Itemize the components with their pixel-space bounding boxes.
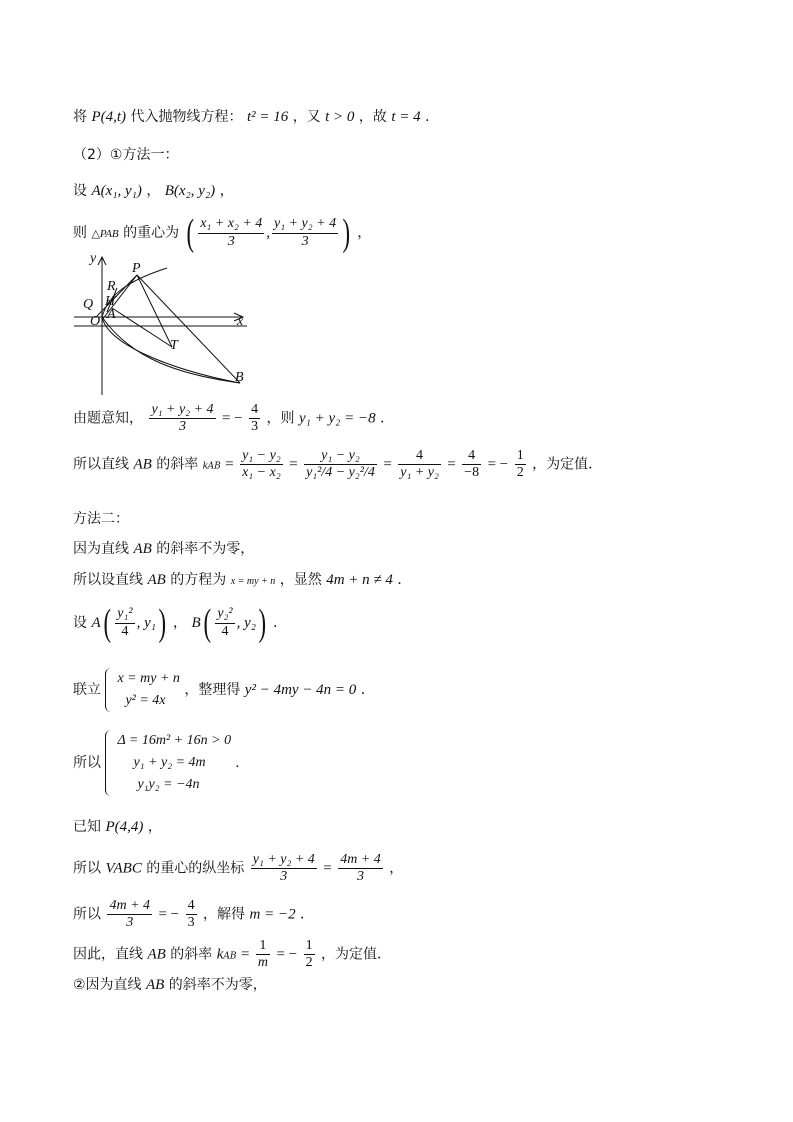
text: 的斜率不为零， [168, 977, 267, 993]
math: x = my + n [230, 576, 276, 587]
numerator: y₁² [115, 606, 134, 623]
text: ②因为直线 [73, 977, 142, 993]
line-11 [73, 668, 375, 712]
math: k [202, 459, 208, 472]
line-16: 因此，直线 AB 的斜率 kAB = $\frac{1}{m}$ = − $\frac{1}{2}$ ，为定值． [73, 938, 392, 971]
fraction [149, 402, 215, 435]
text: ，为定值． [321, 946, 392, 963]
numerator: y₁ + y₂ + 4 [251, 852, 317, 869]
math: △PAB [91, 228, 119, 240]
math: t > 0 [325, 109, 355, 125]
text: ，显然 [279, 572, 322, 588]
line-7: 方法二： [73, 511, 129, 527]
numerator: y₂² [215, 606, 234, 623]
text: ，为定值． [532, 456, 603, 473]
text: ，整理得 [184, 682, 241, 698]
text: 的斜率 [170, 946, 213, 963]
text: ，故 [358, 109, 387, 125]
text: ． [397, 572, 412, 588]
right-paren: ) [258, 602, 267, 644]
math: P(4,t) [91, 109, 127, 125]
line-5 [73, 402, 394, 435]
label-r: R [107, 279, 116, 294]
denominator: x₁ − x₂ [242, 465, 281, 481]
parabola-figure [72, 250, 262, 400]
fraction [251, 852, 317, 885]
label-o: O [90, 314, 101, 329]
text: 联立 [73, 682, 101, 698]
math: P(4,4) [105, 819, 144, 835]
fraction [304, 448, 377, 481]
line-4 [73, 214, 371, 252]
numerator: 1 [515, 448, 526, 465]
text: ． [273, 615, 288, 631]
equation: y² = 4x [125, 693, 166, 708]
denominator: 2 [516, 465, 524, 481]
left-paren: ( [203, 602, 211, 644]
equation-system [105, 730, 231, 796]
text: ，则 [266, 410, 295, 427]
text: 已知 [73, 819, 101, 835]
brace [105, 730, 114, 796]
numerator: 4 [249, 402, 260, 419]
fraction [240, 448, 283, 481]
text: 因为直线 [73, 541, 129, 557]
math: . [235, 755, 240, 771]
numerator: 1 [304, 938, 315, 955]
text: 的斜率 [156, 456, 199, 473]
numerator: 4 [462, 448, 481, 465]
math: VABC [105, 860, 142, 877]
text: ， [146, 183, 161, 199]
text: 所以设直线 [73, 572, 143, 588]
numerator: y₁ − y₂ [304, 448, 377, 465]
label-x: x [237, 314, 244, 329]
math: y² − 4my − 4n = 0 [244, 682, 357, 698]
segment-pq [97, 275, 137, 316]
fraction [186, 898, 197, 931]
denominator: −8 [464, 465, 480, 481]
text: ， [389, 860, 404, 877]
fraction [107, 898, 152, 931]
text: 的斜率不为零， [156, 541, 255, 557]
denominator: 2 [305, 955, 313, 971]
fraction [272, 216, 338, 249]
denominator: 3 [356, 869, 364, 885]
text: ，又 [292, 109, 321, 125]
label-b: B [235, 370, 244, 385]
text: ， [147, 819, 162, 835]
line-3 [73, 184, 234, 199]
line-17 [73, 978, 267, 993]
text: ， [173, 615, 188, 631]
math-subscript: AB [223, 951, 237, 962]
math: AB [147, 572, 166, 588]
right-paren: ) [158, 602, 167, 644]
math: , y₂ [236, 615, 256, 631]
text: ， [219, 183, 234, 199]
math: A(x₁, y₁) [91, 183, 142, 199]
denominator: y₁ + y₂ [400, 465, 439, 481]
text: ． [360, 682, 375, 698]
math: 4m + n ≠ 4 [326, 572, 393, 588]
denominator: y₁²/4 − y₂²/4 [306, 465, 375, 481]
right-paren: ) [342, 212, 351, 254]
numerator: 1 [256, 938, 270, 955]
numerator: y₁ + y₂ + 4 [149, 402, 215, 419]
text: 将 [73, 109, 87, 125]
line-12 [73, 730, 239, 796]
numerator: 4m + 4 [107, 898, 152, 915]
text: ． [300, 906, 315, 923]
fraction [215, 606, 234, 639]
text: 所以 [73, 906, 101, 923]
label-h: H [105, 294, 116, 309]
line-6: 所以直线 AB 的斜率 kAB = $\frac{\text{y₁ − y₂}}{\text{x₁ − x₂}}$ = $\frac{\text{y₁ − y₂}}{\text{y₁²/4 − y₂²/4}}$ = $\frac{4}{\text{y₁ + y₂}}$ = $\frac{4}{-8}$ = − $\frac{1}{2}$ ，为定值． [73, 448, 603, 481]
text: ，解得 [203, 906, 246, 923]
fraction [398, 448, 441, 481]
line-9 [73, 573, 411, 588]
fraction [338, 852, 383, 885]
line-1 [73, 110, 439, 125]
denominator: 3 [227, 233, 235, 249]
math: AB [147, 946, 166, 963]
text: 的重心为 [123, 225, 180, 241]
math: y₁ + y₂ = −8 [299, 410, 376, 427]
fraction [115, 606, 134, 639]
fraction [256, 938, 270, 971]
text: 设 [73, 183, 87, 199]
denominator: 3 [178, 419, 186, 435]
label-a: A [107, 307, 116, 322]
denominator: 3 [280, 869, 288, 885]
text: ． [425, 109, 440, 125]
text: 的重心的纵坐标 [146, 860, 245, 877]
math: = − [221, 410, 243, 427]
text: ． [380, 410, 395, 427]
text: 由题意知， [73, 410, 143, 427]
denominator: 4 [221, 623, 229, 639]
math: B [191, 615, 201, 631]
text: 的方程为 [170, 572, 227, 588]
denominator: m [257, 955, 268, 971]
math: AB [146, 977, 165, 993]
line-13 [73, 820, 162, 835]
numerator: x₁ + x₂ + 4 [198, 216, 264, 233]
math: k [216, 946, 224, 963]
line-2: （2）①方法一： [73, 147, 179, 163]
fraction [249, 402, 260, 435]
label-y: y [90, 251, 97, 266]
line-14: 所以 VABC 的重心的纵坐标 $\frac{\text{y₁ + y₂ + 4}}{3}$ = $\frac{4m + 4}{3}$ ， [73, 852, 404, 885]
math: , y₁ [136, 615, 156, 631]
denominator: 3 [301, 233, 309, 249]
numerator: 4 [398, 448, 441, 465]
line-8 [73, 542, 254, 557]
math: t = 4 [391, 109, 421, 125]
text: 因此，直线 [73, 946, 143, 963]
text: 代入抛物线方程： [130, 109, 243, 125]
numerator: y₁ + y₂ + 4 [272, 216, 338, 233]
line-15 [73, 898, 314, 931]
numerator: y₁ − y₂ [240, 448, 283, 465]
fraction [198, 216, 264, 249]
numerator: 4m + 4 [338, 852, 383, 869]
label-q: Q [83, 297, 94, 312]
line-10 [73, 604, 287, 642]
equation: y₁ + y₂ = 4m [133, 755, 206, 770]
math: AB [133, 456, 152, 473]
math: m = −2 [249, 906, 296, 923]
numerator: 4 [186, 898, 197, 915]
math: A [91, 615, 101, 631]
equation-system [105, 668, 179, 712]
denominator: 3 [126, 915, 134, 931]
text: 所以直线 [73, 456, 129, 473]
left-paren: ( [103, 602, 111, 644]
text: 所以 [73, 860, 101, 877]
math: AB [133, 541, 152, 557]
text: 所以 [73, 755, 101, 771]
denominator: 3 [187, 915, 195, 931]
math: B(x₂, y₂) [164, 183, 216, 199]
comma: , [266, 225, 271, 241]
equation: y₁y₂ = −4n [137, 777, 200, 792]
equation: x = my + n [117, 671, 180, 686]
text: 设 [73, 615, 87, 631]
math: = − [158, 906, 180, 923]
equation: Δ = 16m² + 16n > 0 [117, 733, 232, 748]
label-t: T [170, 338, 178, 353]
left-paren: ( [186, 212, 194, 254]
text: 则 [73, 225, 87, 241]
fraction [515, 448, 526, 481]
label-p: P [132, 261, 141, 276]
denominator: 3 [251, 419, 259, 435]
fraction [304, 938, 315, 971]
math: t² = 16 [246, 109, 289, 125]
fraction [462, 448, 481, 481]
text: ， [357, 225, 372, 241]
denominator: 4 [121, 623, 129, 639]
math-subscript: AB [207, 461, 221, 472]
brace [105, 668, 114, 712]
segment-pb [137, 275, 240, 383]
